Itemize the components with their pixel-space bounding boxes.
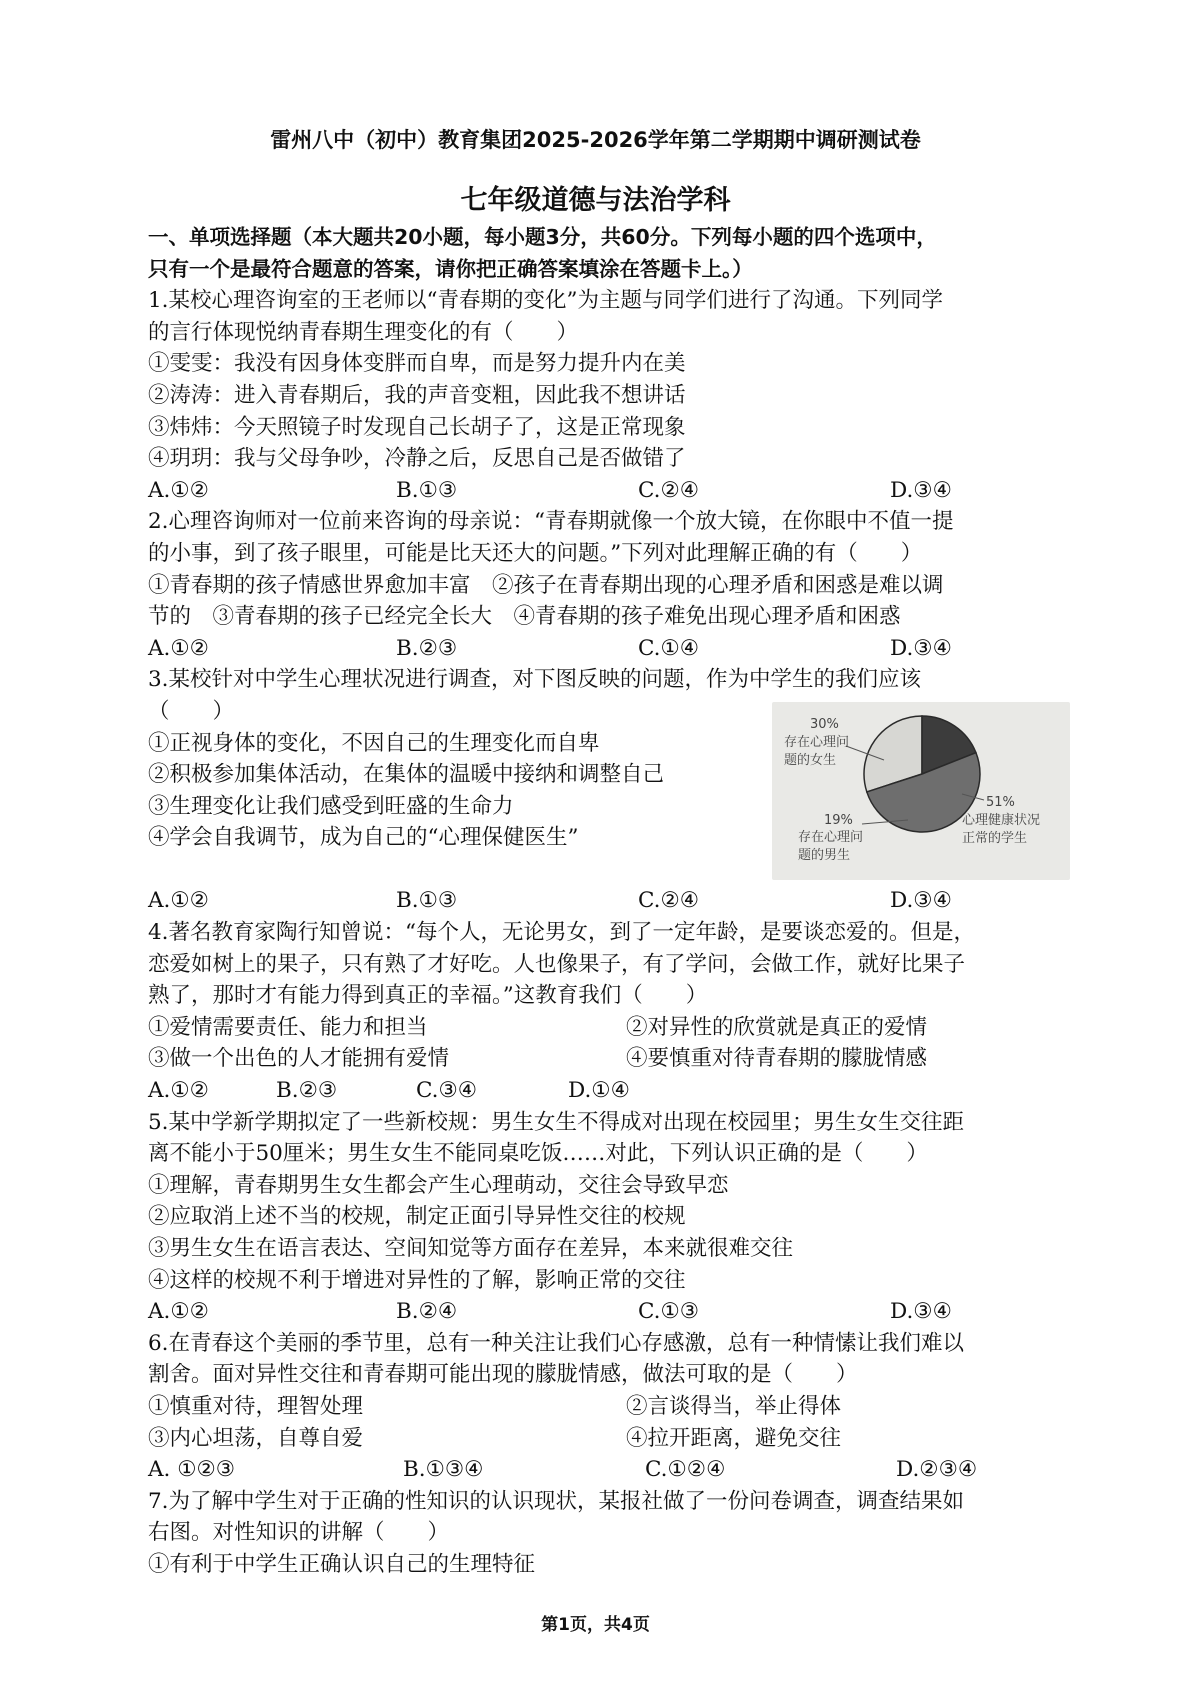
question-stem: 恋爱如树上的果子，只有熟了才好吃。人也像果子，有了学问，会做工作，就好比果子 — [148, 951, 966, 977]
option-d: D.①④ — [568, 1078, 630, 1104]
option-c: C.①②④ — [645, 1457, 726, 1483]
question-stem: 7.为了解中学生对于正确的性知识的认识现状，某报社做了一份问卷调查，调查结果如 — [148, 1488, 965, 1514]
question-item: ①正视身体的变化，不因自己的生理变化而自卑 — [148, 730, 600, 756]
section-heading-line: 一、单项选择题（本大题共20小题，每小题3分，共60分。下列每小题的四个选项中， — [148, 225, 937, 249]
question-stem: 5.某中学新学期拟定了一些新校规：男生女生不得成对出现在校园里；男生女生交往距 — [148, 1109, 965, 1135]
question-7 — [148, 1486, 1060, 1581]
question-item: ②言谈得当，举止得体 — [626, 1393, 842, 1419]
option-c: C.①③ — [638, 1299, 700, 1325]
exam-title: 雷州八中（初中）教育集团2025-2026学年第二学期期中调研测试卷 — [270, 128, 921, 152]
answer-options — [148, 475, 1060, 507]
question-item: ①爱情需要责任、能力和担当 — [148, 1014, 428, 1040]
question-stem: （ ） — [148, 698, 235, 724]
question-item-row — [148, 1423, 1060, 1455]
pie-label-normal-pct: 51% — [986, 795, 1015, 810]
answer-options — [148, 1075, 1060, 1107]
answer-options — [148, 1296, 1060, 1328]
question-item-row — [148, 1012, 1060, 1044]
question-stem: 熟了，那时才有能力得到真正的幸福。”这教育我们（ ） — [148, 983, 708, 1009]
question-item: ①有利于中学生正确认识自己的生理特征 — [148, 1551, 536, 1577]
option-a: A.①② — [148, 1078, 209, 1104]
pie-label-girls-line1: 存在心理问 — [784, 735, 850, 750]
question-1 — [148, 285, 1060, 506]
option-b: B.②③ — [276, 1078, 338, 1104]
page-footer: 第1页，共4页 — [541, 1615, 650, 1635]
question-2 — [148, 506, 1060, 664]
option-d: D.②③④ — [896, 1457, 978, 1483]
option-d: D.③④ — [890, 888, 952, 914]
question-item: ②应取消上述不当的校规，制定正面引导异性交往的校规 — [148, 1204, 686, 1230]
pie-label-boys-line1: 存在心理问 — [798, 830, 864, 845]
section-heading — [148, 222, 1060, 285]
exam-subject: 七年级道德与法治学科 — [460, 185, 731, 216]
option-c: C.②④ — [638, 888, 700, 914]
option-d: D.③④ — [890, 1299, 952, 1325]
option-b: B.②③ — [396, 635, 458, 661]
question-stem: 3.某校针对中学生心理状况进行调查，对下图反映的问题，作为中学生的我们应该 — [148, 667, 922, 693]
question-stem: 的小事，到了孩子眼里，可能是比天还大的问题。”下列对此理解正确的有（ ） — [148, 540, 923, 566]
question-item-row — [148, 1043, 1060, 1075]
section-heading-line: 只有一个是最符合题意的答案，请你把正确答案填涂在答题卡上。） — [148, 256, 753, 281]
pie-label-normal-line1: 心理健康状况 — [962, 813, 1041, 828]
option-c: C.①④ — [638, 635, 700, 661]
exam-content — [148, 222, 1060, 1581]
question-item: ④这样的校规不利于增进对异性的了解，影响正常的交往 — [148, 1267, 686, 1293]
option-b: B.①③④ — [403, 1457, 484, 1483]
option-a: A.①② — [148, 888, 209, 914]
option-c: C.②④ — [638, 477, 700, 503]
question-item: 节的 ③青春期的孩子已经完全长大 ④青春期的孩子难免出现心理矛盾和困惑 — [148, 604, 901, 630]
question-6 — [148, 1328, 1060, 1486]
question-item: ②对异性的欣赏就是真正的爱情 — [626, 1014, 928, 1040]
answer-options — [148, 633, 1060, 665]
pie-label-girls-line2: 题的女生 — [784, 753, 837, 768]
question-item: ④要慎重对待青春期的朦胧情感 — [626, 1046, 928, 1072]
option-a: A. ①②③ — [148, 1457, 236, 1483]
option-c: C.③④ — [416, 1078, 478, 1104]
question-stem: 6.在青春这个美丽的季节里，总有一种关注让我们心存感激，总有一种情愫让我们难以 — [148, 1330, 965, 1356]
question-item: ①雯雯：我没有因身体变胖而自卑，而是努力提升内在美 — [148, 351, 686, 377]
question-stem: 割舍。面对异性交往和青春期可能出现的朦胧情感，做法可取的是（ ） — [148, 1362, 858, 1388]
question-item: ①慎重对待，理智处理 — [148, 1393, 364, 1419]
question-item: ④拉开距离，避免交往 — [626, 1425, 842, 1451]
answer-options — [148, 885, 1060, 917]
question-item: ①理解，青春期男生女生都会产生心理萌动，交往会导致早恋 — [148, 1172, 729, 1198]
question-item: ③男生女生在语言表达、空间知觉等方面存在差异，本来就很难交往 — [148, 1236, 794, 1261]
pie-label-boys-pct: 19% — [824, 813, 853, 828]
question-4 — [148, 917, 1060, 1107]
option-a: A.①② — [148, 635, 209, 661]
question-item: ②涛涛：进入青春期后，我的声音变粗，因此我不想讲话 — [148, 382, 686, 408]
question-stem: 的言行体现悦纳青春期生理变化的有（ ） — [148, 319, 579, 345]
question-item: ④玥玥：我与父母争吵，冷静之后，反思自己是否做错了 — [148, 446, 686, 472]
question-stem: 离不能小于50厘米；男生女生不能同桌吃饭……对此，下列认识正确的是（ ） — [148, 1141, 928, 1167]
question-item: ③做一个出色的人才能拥有爱情 — [148, 1046, 450, 1072]
option-b: B.②④ — [396, 1299, 458, 1325]
question-stem: 1.某校心理咨询室的王老师以“青春期的变化”为主题与同学们进行了沟通。下列同学 — [148, 288, 943, 314]
question-item: ①青春期的孩子情感世界愈加丰富 ②孩子在青春期出现的心理矛盾和困惑是难以调 — [148, 572, 944, 598]
answer-options — [148, 1454, 1060, 1486]
option-a: A.①② — [148, 1299, 209, 1325]
option-a: A.①② — [148, 477, 209, 503]
option-b: B.①③ — [396, 477, 458, 503]
question-item-row — [148, 1391, 1060, 1423]
pie-label-normal-line2: 正常的学生 — [962, 831, 1028, 846]
question-item: ③炜炜：今天照镜子时发现自己长胡子了，这是正常现象 — [148, 414, 686, 440]
pie-label-girls-pct: 30% — [810, 717, 839, 732]
option-d: D.③④ — [890, 635, 952, 661]
question-stem: 2.心理咨询师对一位前来咨询的母亲说：“青春期就像一个放大镜，在你眼中不值一提 — [148, 509, 954, 535]
survey-pie-figure — [772, 702, 1070, 880]
question-item: ④学会自我调节，成为自己的“心理保健医生” — [148, 825, 579, 851]
question-stem: 4.著名教育家陶行知曾说：“每个人，无论男女，到了一定年龄，是要谈恋爱的。但是， — [148, 920, 976, 946]
question-item: ③内心坦荡，自尊自爱 — [148, 1425, 364, 1451]
pie-label-boys-line2: 题的男生 — [798, 848, 851, 863]
option-d: D.③④ — [890, 477, 952, 503]
question-item: ②积极参加集体活动，在集体的温暖中接纳和调整自己 — [148, 762, 665, 788]
question-stem: 右图。对性知识的讲解（ ） — [148, 1520, 450, 1546]
question-item: ③生理变化让我们感受到旺盛的生命力 — [148, 793, 514, 819]
option-b: B.①③ — [396, 888, 458, 914]
question-5 — [148, 1107, 1060, 1328]
